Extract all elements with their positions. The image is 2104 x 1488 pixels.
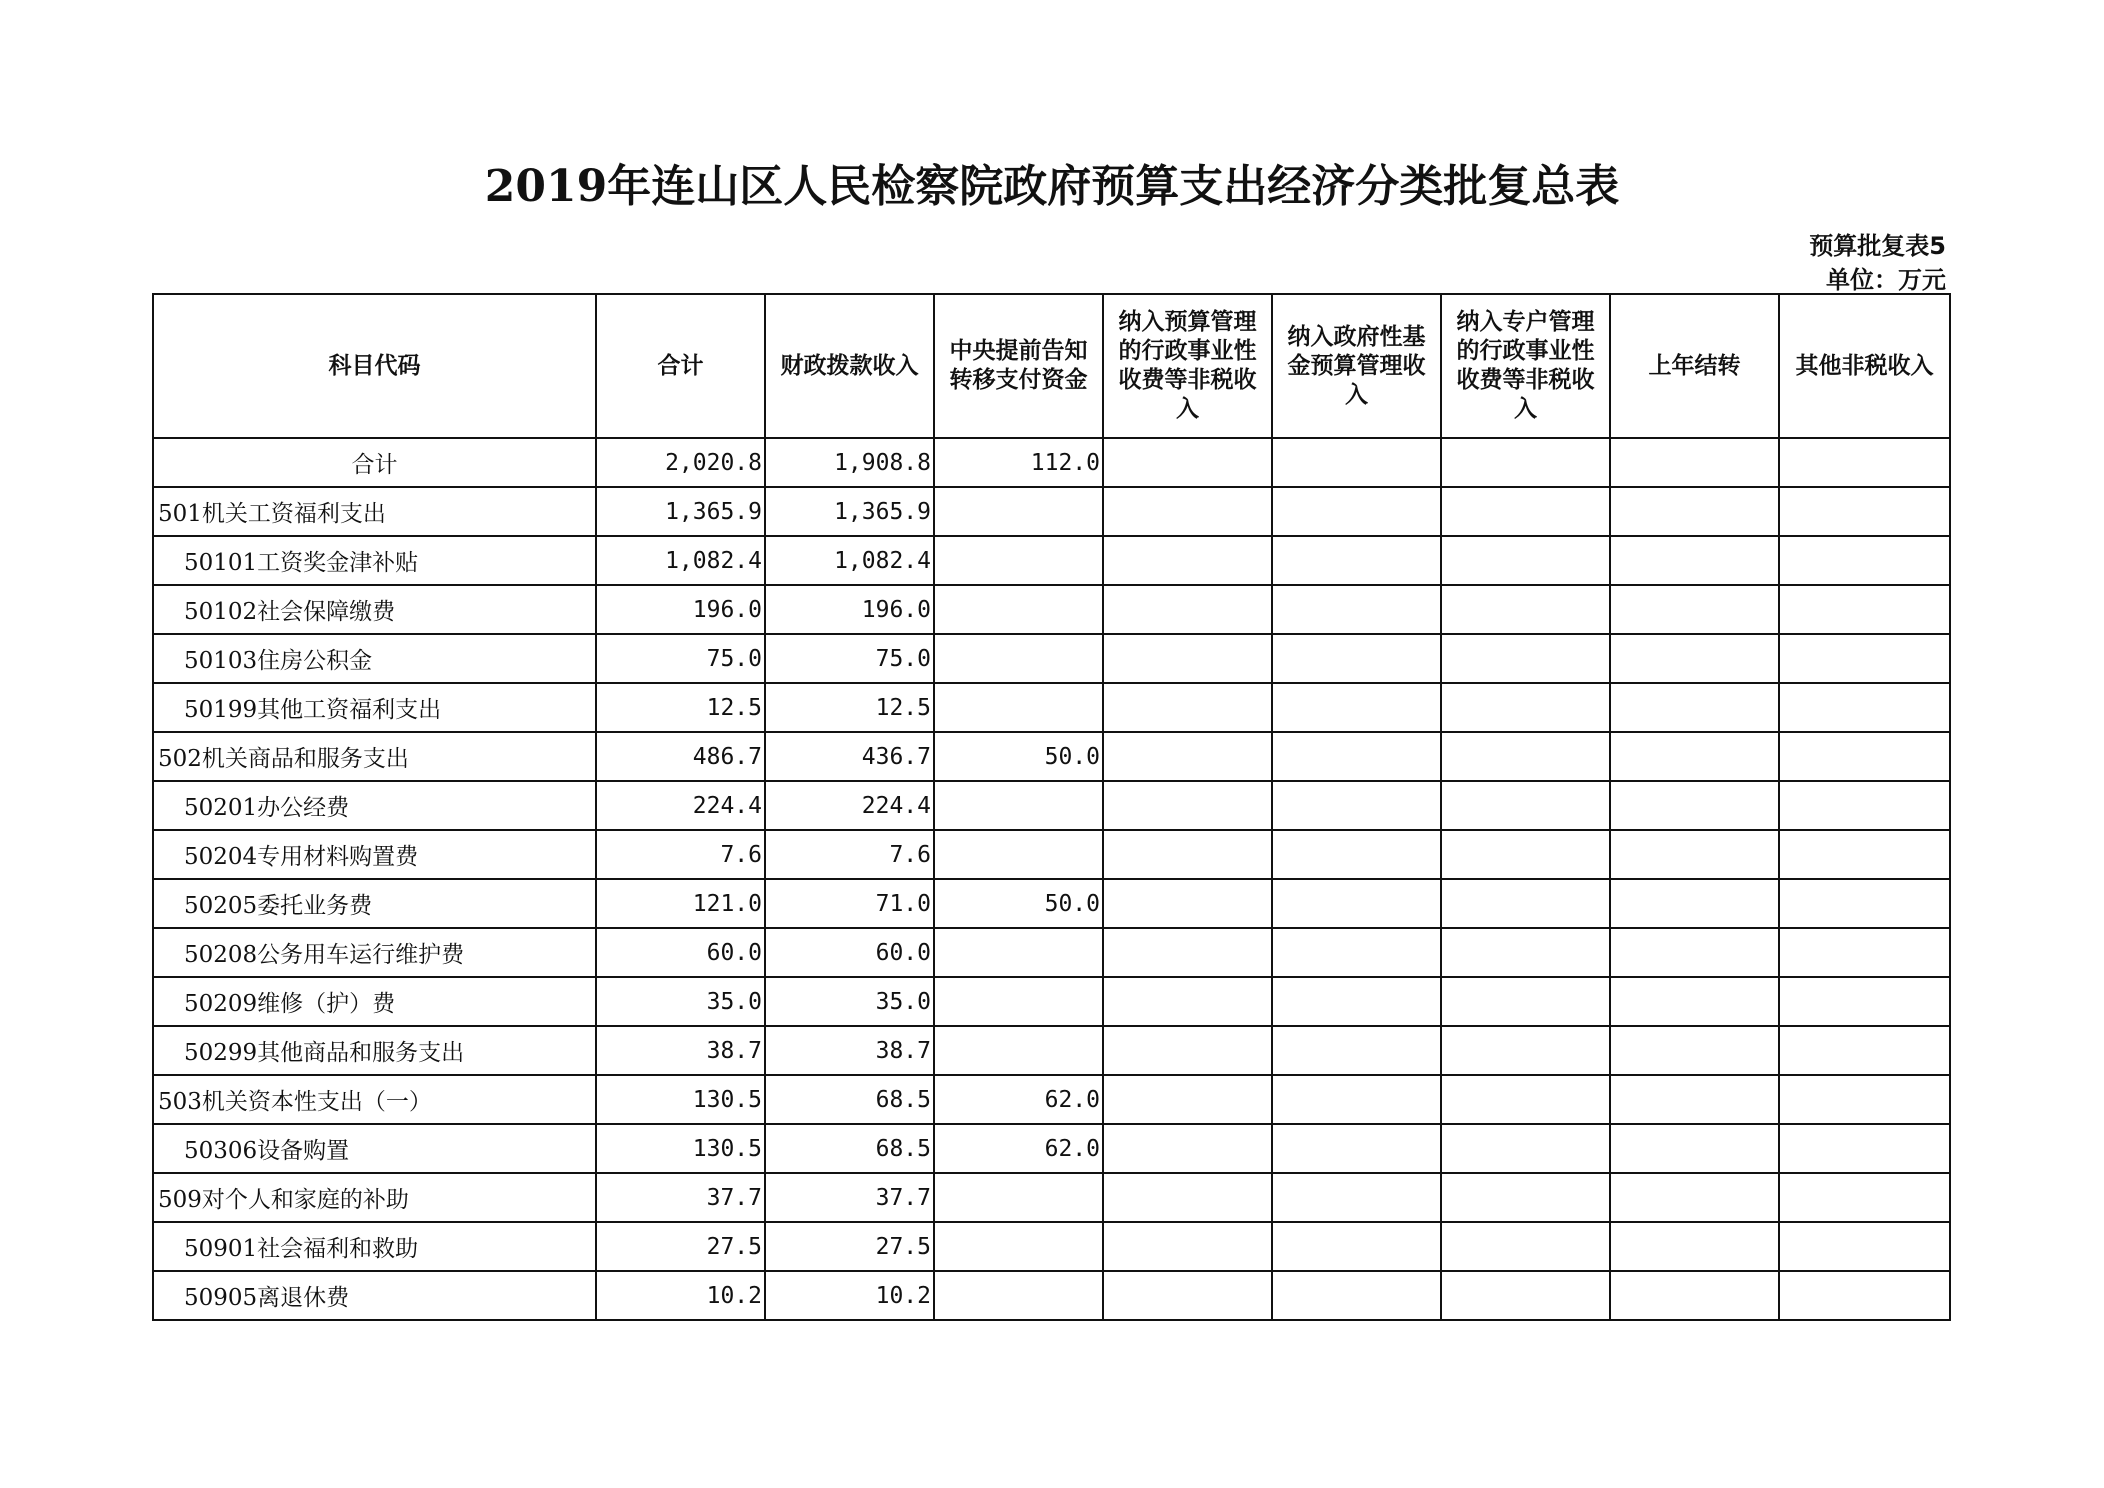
row-gov-fund — [1272, 1124, 1441, 1173]
row-special-account — [1441, 1271, 1610, 1320]
row-subject-code: 50208公务用车运行维护费 — [153, 928, 596, 977]
row-carryover — [1610, 683, 1779, 732]
row-carryover — [1610, 585, 1779, 634]
row-other-nontax — [1779, 879, 1950, 928]
row-total: 2,020.8 — [596, 438, 765, 487]
row-special-account — [1441, 487, 1610, 536]
row-fiscal: 10.2 — [765, 1271, 934, 1320]
row-central-transfer — [934, 1222, 1103, 1271]
row-central-transfer — [934, 536, 1103, 585]
row-subject-code: 509对个人和家庭的补助 — [153, 1173, 596, 1222]
row-total: 130.5 — [596, 1075, 765, 1124]
row-carryover — [1610, 781, 1779, 830]
row-gov-fund — [1272, 438, 1441, 487]
row-nontax-budget — [1103, 1173, 1272, 1222]
row-fiscal: 75.0 — [765, 634, 934, 683]
row-fiscal: 7.6 — [765, 830, 934, 879]
table-row — [153, 879, 1950, 928]
table-row — [153, 1173, 1950, 1222]
row-nontax-budget — [1103, 879, 1272, 928]
row-subject-code: 50901社会福利和救助 — [153, 1222, 596, 1271]
row-special-account — [1441, 634, 1610, 683]
row-nontax-budget — [1103, 487, 1272, 536]
row-nontax-budget — [1103, 536, 1272, 585]
budget-table — [152, 293, 1951, 1321]
row-gov-fund — [1272, 1026, 1441, 1075]
row-central-transfer: 62.0 — [934, 1075, 1103, 1124]
row-total: 37.7 — [596, 1173, 765, 1222]
row-subject-code: 503机关资本性支出（一） — [153, 1075, 596, 1124]
row-gov-fund — [1272, 732, 1441, 781]
row-total: 130.5 — [596, 1124, 765, 1173]
row-other-nontax — [1779, 781, 1950, 830]
row-total: 38.7 — [596, 1026, 765, 1075]
row-carryover — [1610, 487, 1779, 536]
row-subject-code: 50205委托业务费 — [153, 879, 596, 928]
row-total: 224.4 — [596, 781, 765, 830]
table-row — [153, 487, 1950, 536]
row-central-transfer: 62.0 — [934, 1124, 1103, 1173]
row-fiscal: 68.5 — [765, 1124, 934, 1173]
row-special-account — [1441, 438, 1610, 487]
header-other-nontax: 其他非税收入 — [1779, 294, 1950, 438]
row-gov-fund — [1272, 1173, 1441, 1222]
row-gov-fund — [1272, 536, 1441, 585]
row-carryover — [1610, 928, 1779, 977]
row-carryover — [1610, 830, 1779, 879]
header-code: 科目代码 — [153, 294, 596, 438]
row-central-transfer: 50.0 — [934, 732, 1103, 781]
table-body — [153, 438, 1950, 1320]
row-special-account — [1441, 1075, 1610, 1124]
row-total: 1,082.4 — [596, 536, 765, 585]
row-carryover — [1610, 1222, 1779, 1271]
row-central-transfer — [934, 1026, 1103, 1075]
table-row — [153, 781, 1950, 830]
unit-label: 单位：万元 — [1826, 266, 1946, 294]
row-fiscal: 12.5 — [765, 683, 934, 732]
row-central-transfer — [934, 977, 1103, 1026]
row-gov-fund — [1272, 830, 1441, 879]
row-special-account — [1441, 977, 1610, 1026]
table-row — [153, 585, 1950, 634]
row-other-nontax — [1779, 1271, 1950, 1320]
row-special-account — [1441, 1222, 1610, 1271]
row-fiscal: 436.7 — [765, 732, 934, 781]
table-row — [153, 1026, 1950, 1075]
row-gov-fund — [1272, 1222, 1441, 1271]
row-other-nontax — [1779, 1026, 1950, 1075]
header-carryover: 上年结转 — [1610, 294, 1779, 438]
row-gov-fund — [1272, 487, 1441, 536]
row-nontax-budget — [1103, 977, 1272, 1026]
row-fiscal: 27.5 — [765, 1222, 934, 1271]
row-special-account — [1441, 781, 1610, 830]
row-gov-fund — [1272, 634, 1441, 683]
table-row — [153, 1222, 1950, 1271]
row-other-nontax — [1779, 585, 1950, 634]
row-subject-code: 50201办公经费 — [153, 781, 596, 830]
row-central-transfer — [934, 1173, 1103, 1222]
row-total: 75.0 — [596, 634, 765, 683]
row-subject-code: 501机关工资福利支出 — [153, 487, 596, 536]
row-central-transfer — [934, 928, 1103, 977]
page-title: 2019年连山区人民检察院政府预算支出经济分类批复总表 — [484, 161, 1620, 212]
row-carryover — [1610, 1124, 1779, 1173]
row-central-transfer — [934, 634, 1103, 683]
table-row — [153, 1124, 1950, 1173]
row-nontax-budget — [1103, 1124, 1272, 1173]
table-row — [153, 438, 1950, 487]
row-carryover — [1610, 438, 1779, 487]
row-other-nontax — [1779, 1075, 1950, 1124]
row-nontax-budget — [1103, 781, 1272, 830]
row-central-transfer — [934, 585, 1103, 634]
row-fiscal: 1,908.8 — [765, 438, 934, 487]
row-special-account — [1441, 1173, 1610, 1222]
row-total: 196.0 — [596, 585, 765, 634]
row-total: 7.6 — [596, 830, 765, 879]
row-total: 35.0 — [596, 977, 765, 1026]
row-special-account — [1441, 1124, 1610, 1173]
header-special-account: 纳入专户管理的行政事业性收费等非税收入 — [1441, 294, 1610, 438]
row-other-nontax — [1779, 634, 1950, 683]
row-special-account — [1441, 879, 1610, 928]
header-nontax-budget: 纳入预算管理的行政事业性收费等非税收入 — [1103, 294, 1272, 438]
row-nontax-budget — [1103, 585, 1272, 634]
row-gov-fund — [1272, 781, 1441, 830]
table-row — [153, 928, 1950, 977]
table-row — [153, 977, 1950, 1026]
row-fiscal: 1,365.9 — [765, 487, 934, 536]
row-total: 486.7 — [596, 732, 765, 781]
row-fiscal: 71.0 — [765, 879, 934, 928]
table-row — [153, 683, 1950, 732]
row-subject-code: 50209维修（护）费 — [153, 977, 596, 1026]
row-nontax-budget — [1103, 634, 1272, 683]
row-subject-code: 50299其他商品和服务支出 — [153, 1026, 596, 1075]
row-fiscal: 224.4 — [765, 781, 934, 830]
row-gov-fund — [1272, 683, 1441, 732]
row-total: 1,365.9 — [596, 487, 765, 536]
row-other-nontax — [1779, 683, 1950, 732]
row-subject-code: 50103住房公积金 — [153, 634, 596, 683]
row-other-nontax — [1779, 438, 1950, 487]
row-total: 121.0 — [596, 879, 765, 928]
row-subject-code: 合计 — [153, 438, 596, 487]
header-fiscal: 财政拨款收入 — [765, 294, 934, 438]
row-nontax-budget — [1103, 1075, 1272, 1124]
row-other-nontax — [1779, 487, 1950, 536]
row-central-transfer: 112.0 — [934, 438, 1103, 487]
row-gov-fund — [1272, 928, 1441, 977]
header-gov-fund: 纳入政府性基金预算管理收入 — [1272, 294, 1441, 438]
row-carryover — [1610, 1271, 1779, 1320]
table-row — [153, 830, 1950, 879]
row-fiscal: 196.0 — [765, 585, 934, 634]
row-other-nontax — [1779, 928, 1950, 977]
row-total: 27.5 — [596, 1222, 765, 1271]
row-other-nontax — [1779, 1124, 1950, 1173]
row-fiscal: 37.7 — [765, 1173, 934, 1222]
table-row — [153, 1075, 1950, 1124]
header-central-transfer: 中央提前告知转移支付资金 — [934, 294, 1103, 438]
row-central-transfer — [934, 830, 1103, 879]
row-subject-code: 50101工资奖金津补贴 — [153, 536, 596, 585]
row-other-nontax — [1779, 1173, 1950, 1222]
row-central-transfer — [934, 781, 1103, 830]
row-carryover — [1610, 879, 1779, 928]
row-nontax-budget — [1103, 1222, 1272, 1271]
row-subject-code: 50199其他工资福利支出 — [153, 683, 596, 732]
table-number: 预算批复表5 — [1809, 232, 1946, 260]
header-total: 合计 — [596, 294, 765, 438]
row-special-account — [1441, 1026, 1610, 1075]
row-subject-code: 502机关商品和服务支出 — [153, 732, 596, 781]
row-gov-fund — [1272, 1271, 1441, 1320]
row-gov-fund — [1272, 1075, 1441, 1124]
row-carryover — [1610, 1075, 1779, 1124]
row-carryover — [1610, 1026, 1779, 1075]
row-special-account — [1441, 536, 1610, 585]
row-gov-fund — [1272, 977, 1441, 1026]
row-carryover — [1610, 732, 1779, 781]
row-carryover — [1610, 1173, 1779, 1222]
row-fiscal: 60.0 — [765, 928, 934, 977]
row-total: 10.2 — [596, 1271, 765, 1320]
row-fiscal: 1,082.4 — [765, 536, 934, 585]
row-special-account — [1441, 830, 1610, 879]
table-header-row — [153, 294, 1950, 438]
row-subject-code: 50204专用材料购置费 — [153, 830, 596, 879]
row-total: 12.5 — [596, 683, 765, 732]
row-central-transfer: 50.0 — [934, 879, 1103, 928]
row-carryover — [1610, 536, 1779, 585]
row-central-transfer — [934, 1271, 1103, 1320]
row-nontax-budget — [1103, 732, 1272, 781]
row-nontax-budget — [1103, 683, 1272, 732]
row-other-nontax — [1779, 830, 1950, 879]
table-row — [153, 1271, 1950, 1320]
table-row — [153, 634, 1950, 683]
row-other-nontax — [1779, 1222, 1950, 1271]
row-special-account — [1441, 683, 1610, 732]
row-other-nontax — [1779, 732, 1950, 781]
row-special-account — [1441, 928, 1610, 977]
row-other-nontax — [1779, 536, 1950, 585]
row-special-account — [1441, 732, 1610, 781]
row-nontax-budget — [1103, 830, 1272, 879]
row-other-nontax — [1779, 977, 1950, 1026]
table-row — [153, 536, 1950, 585]
table-row — [153, 732, 1950, 781]
row-carryover — [1610, 977, 1779, 1026]
row-total: 60.0 — [596, 928, 765, 977]
row-carryover — [1610, 634, 1779, 683]
row-nontax-budget — [1103, 1271, 1272, 1320]
row-subject-code: 50102社会保障缴费 — [153, 585, 596, 634]
row-nontax-budget — [1103, 928, 1272, 977]
row-fiscal: 35.0 — [765, 977, 934, 1026]
row-gov-fund — [1272, 585, 1441, 634]
row-nontax-budget — [1103, 1026, 1272, 1075]
row-subject-code: 50905离退休费 — [153, 1271, 596, 1320]
row-fiscal: 68.5 — [765, 1075, 934, 1124]
row-nontax-budget — [1103, 438, 1272, 487]
row-fiscal: 38.7 — [765, 1026, 934, 1075]
row-central-transfer — [934, 683, 1103, 732]
row-central-transfer — [934, 487, 1103, 536]
row-special-account — [1441, 585, 1610, 634]
row-subject-code: 50306设备购置 — [153, 1124, 596, 1173]
row-gov-fund — [1272, 879, 1441, 928]
